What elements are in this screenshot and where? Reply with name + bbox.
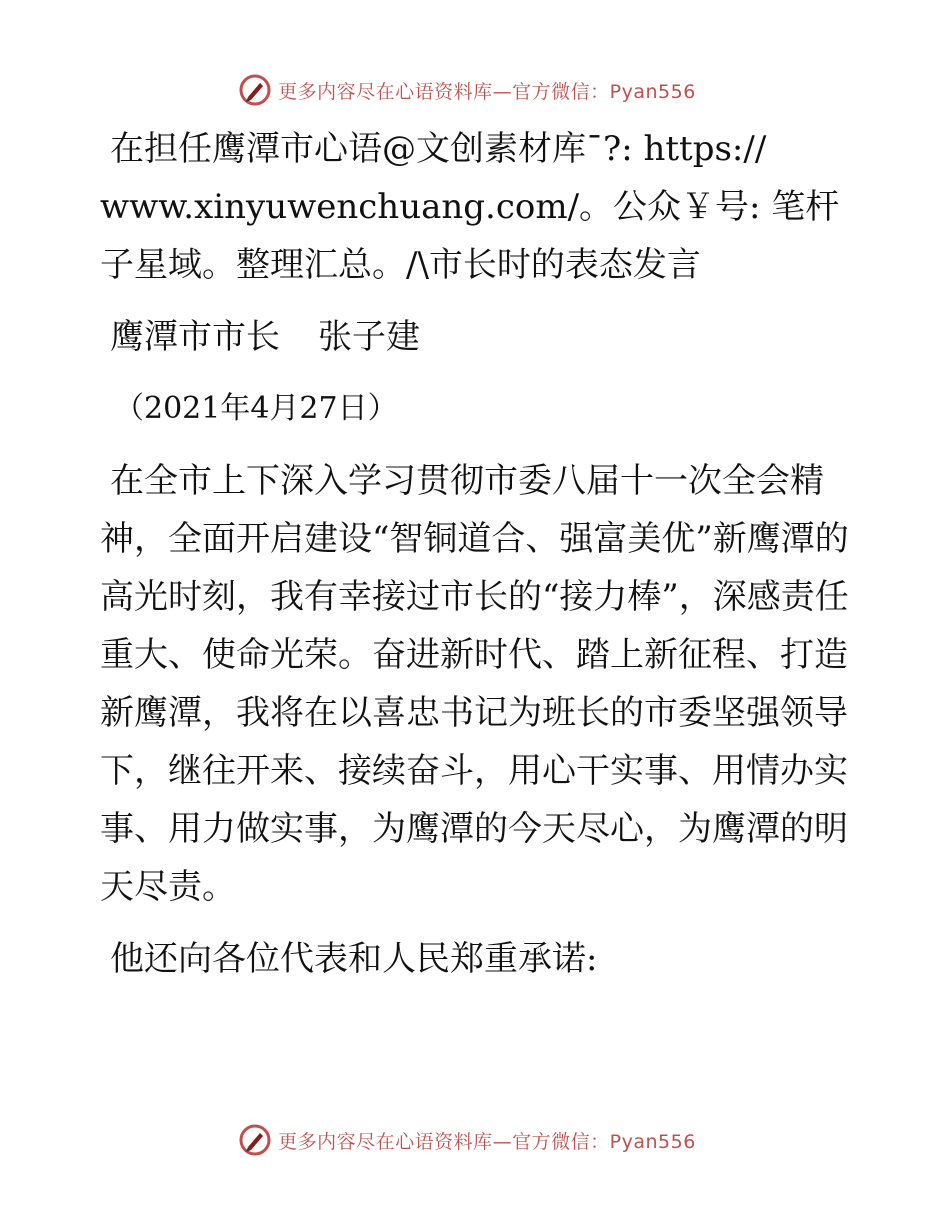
author-title: 鹰潭市市长 xyxy=(110,317,280,357)
speech-date: （2021年4月27日） xyxy=(114,391,398,426)
author-name: 张子建 xyxy=(318,317,420,357)
closing-paragraph: 他还向各位代表和人民郑重承诺: xyxy=(110,939,598,979)
pen-logo-icon xyxy=(238,73,272,107)
body-paragraph: 在全市上下深入学习贯彻市委八届十一次全会精神，全面开启建设“智铜道合、强富美优”新鹰潭的高光时刻，我有幸接过市长的“接力棒”，深感责任重大、使命光荣。奋进新时代、踏上新征程、打造新鹰潭，我将在以喜忠书记为班长的市委坚强领导下，继往开来、接续奋斗，用心干实事、用情办实事、用力做实事，为鹰潭的今天尽心，为鹰潭的明天尽责。 xyxy=(100,461,849,907)
footer-watermark xyxy=(0,1120,950,1160)
document-body xyxy=(100,120,860,988)
pen-logo-icon xyxy=(238,1123,272,1157)
header-watermark xyxy=(0,70,950,110)
watermark-text: 更多内容尽在心语资料库—官方微信：Pyan556 xyxy=(278,1130,696,1153)
author-line xyxy=(100,308,860,366)
document-title: 在担任鹰潭市心语@文创素材库¯?: https:// www.xinyuwenchuang.com/。公众￥号: 笔杆子星域。整理汇总。/\市长时的表态发言 xyxy=(100,129,840,285)
watermark-text: 更多内容尽在心语资料库—官方微信：Pyan556 xyxy=(278,80,696,103)
